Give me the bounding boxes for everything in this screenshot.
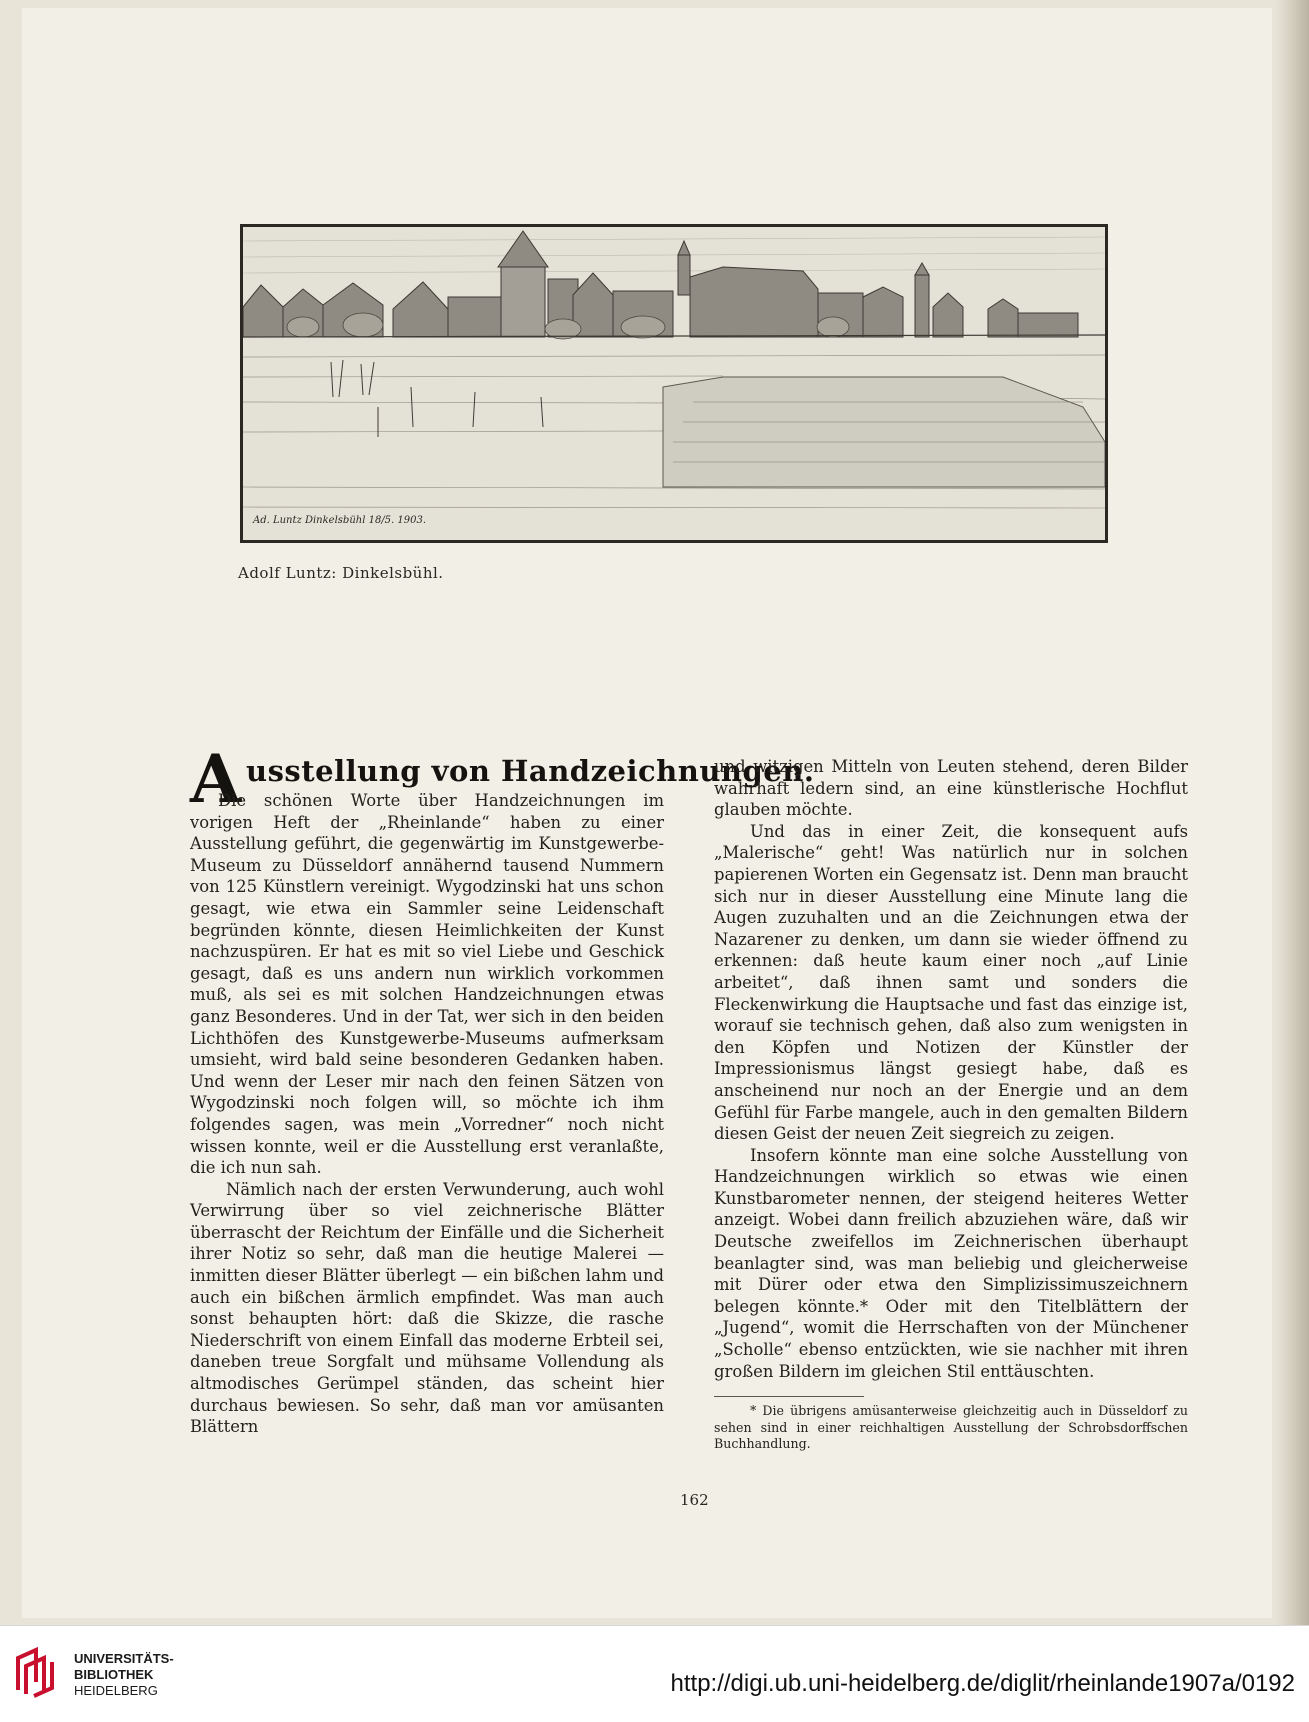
sketch-drawing	[243, 227, 1105, 540]
permalink-url[interactable]: http://digi.ub.uni-heidelberg.de/diglit/rheinlande1907a/0192	[670, 1670, 1295, 1697]
university-library-logo-icon	[12, 1646, 64, 1698]
paragraph: und witzigen Mitteln von Leuten stehend, deren Bilder wahrhaft ledern sind, an eine künstlerische Hochflut glauben möchte.	[714, 757, 1188, 820]
institution-name	[74, 1651, 174, 1699]
paragraph: Die schönen Worte über Handzeichnungen im vorigen Heft der „Rheinlande“ haben zu einer Ausstellung geführt, die gegenwärtig im Kunstgewerbe-Museum zu Düsseldorf annähernd tausend Nummern von 125 Künstlern vereinigt. Wygodzinski hat uns schon gesagt, wie etwa ein Sammler seine Leidenschaft begründen könnte, diesen Heimlichkeiten der Kunst nachzuspüren. Er hat es mit so viel Liebe und Geschick gesagt, daß es uns andern nun wirklich vorkommen muß, als sei es mit solchen Handzeichnungen etwas ganz Besonderes. Und in der Tat, wer sich in den beiden Lichthöfen des Kunstgewerbe-Museums aufmerksam umsieht, wird bald seine besonderen Gedanken haben. Und wenn der Leser mir nach den feinen Sätzen von Wygodzinski noch folgen will, so möchte ich ihm folgendes sagen, was mein „Vorredner“ noch nicht wissen konnte, weil er die Ausstellung erst veranlaßte, die ich nun sah.	[190, 791, 664, 1178]
figure-caption: Adolf Luntz: Dinkelsbühl.	[238, 564, 444, 582]
article-title: usstellung von Handzeichnungen.	[246, 754, 815, 788]
footnote-rule	[714, 1396, 864, 1397]
sketch-signature: Ad. Luntz Dinkelsbühl 18/5. 1903.	[253, 515, 427, 526]
paragraph: Und das in einer Zeit, die konsequent aufs „Malerische“ geht! Was natürlich nur in solchen papierenen Worten ein Gegensatz ist. Denn man braucht sich nur in dieser Ausstellung eine Minute lang die Augen zuzuhalten und an die Zeichnungen etwa der Nazarener zu denken, um dann sie wieder öffnend zu erkennen: daß heute kaum einer noch „auf Linie arbeitet“, daß ihnen samt und sonders die Fleckenwirkung die Hauptsache und fast das einzige ist, worauf sie technisch gehen, daß also zum wenigsten in den Köpfen und Notizen der Künstler der Impressionismus längst gesiegt habe, daß es anscheinend nur noch an der Energie und an dem Gefühl für Farbe mangele, auch in den gemalten Bildern diesen Geist der neuen Zeit siegreich zu zeigen.	[714, 821, 1188, 1144]
institution-line-3: HEIDELBERG	[74, 1683, 158, 1698]
book-spine-shadow	[1275, 0, 1309, 1625]
text-column-left	[190, 790, 664, 1438]
page-number: 162	[680, 1491, 709, 1509]
institution-line-1: UNIVERSITÄTS-	[74, 1651, 174, 1666]
text-column-right	[714, 756, 1188, 1453]
illustration-dinkelsbuehl	[240, 224, 1108, 543]
paragraph: Insofern könnte man eine solche Ausstellung von Handzeichnungen wirklich so etwas wie einen Kunstbarometer nennen, der steigend heiteres Wetter anzeigt. Wobei dann freilich abzuziehen wäre, daß wir Deutsche zweifellos im Zeichnerischen überhaupt beanlagter sind, was man beliebig und gleicherweise mit Dürer oder etwa den Simplizissimuszeichnern belegen könnte.* Oder mit den Titelblättern der „Jugend“, womit die Herrschaften von der Münchener „Scholle“ ebenso entzückten, wie sie nachher mit ihren großen Bildern im gleichen Stil enttäuschten.	[714, 1145, 1188, 1381]
institution-line-2: BIBLIOTHEK	[74, 1667, 154, 1682]
paragraph: Nämlich nach der ersten Verwunderung, auch wohl Verwirrung über so viel zeichnerische Blätter überrascht der Reichtum der Einfälle und die Sicherheit ihrer Notiz so sehr, daß man die heutige Malerei — inmitten dieser Blätter überlegt — ein bißchen lahm und auch ein bißchen ärmlich empfindet. Was man auch sonst behaupten hört: daß die Skizze, die rasche Niederschrift von einem Einfall das moderne Erbteil sei, daneben treue Sorgfalt und mühsame Vollendung als altmodisches Gerümpel ständen, das scheint hier durchaus bewiesen. So sehr, daß man vor amüsanten Blättern	[190, 1179, 664, 1437]
footnote: * Die übrigens amüsanterweise gleichzeitig auch in Düsseldorf zu sehen sind in einer reichhaltigen Ausstellung der Schrobsdorffschen Buchhandlung.	[714, 1403, 1188, 1452]
footer-bar	[0, 1625, 1309, 1722]
title-dropcap: A	[190, 740, 242, 818]
